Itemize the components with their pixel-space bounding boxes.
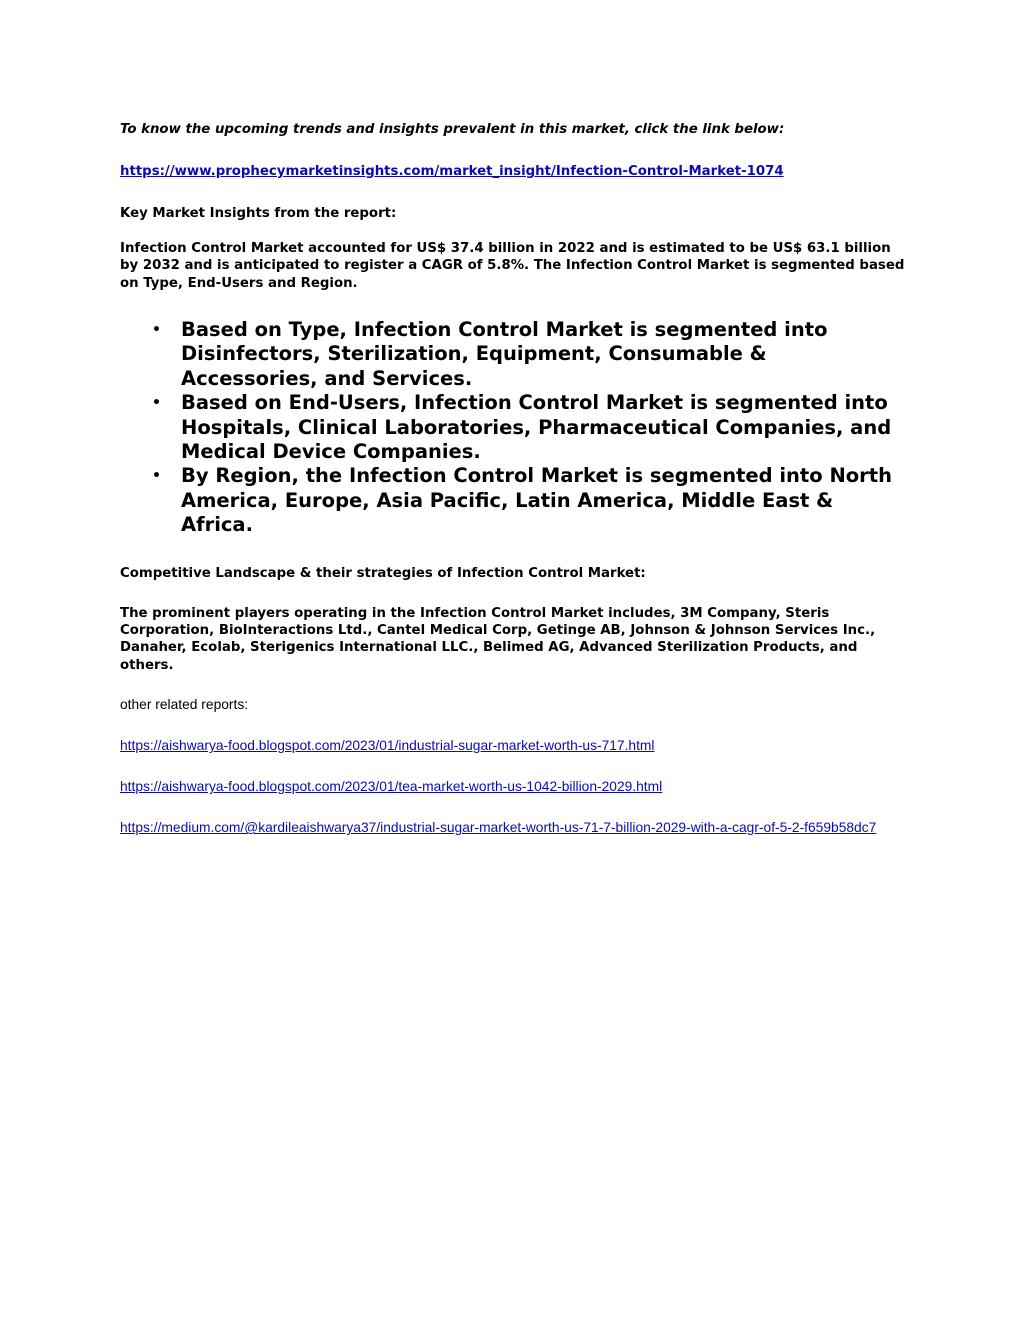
related-report-link[interactable]: https://aishwarya-food.blogspot.com/2023/01/tea-market-worth-us-1042-billion-2029.html [120, 779, 663, 795]
bullet-icon: • [152, 321, 161, 338]
market-summary: Infection Control Market accounted for US$ 37.4 billion in 2022 and is estimated to be US$ 63.1 billion by 2032 and is anticipated to register a CAGR of 5.8%. The Infection Control Market is segmented based on Type, End-Users and Region. [120, 241, 905, 291]
players-paragraph: The prominent players operating in the Infection Control Market includes, 3M Company, Steris Corporation, BioInteractions Ltd., Cantel Medical Corp, Getinge AB, Johnson & Johnson Services Inc., Danaher, Ecolab, Sterigenics International LLC., Belimed AG, Advanced Sterilization Products, and others. [120, 605, 876, 673]
document-body [120, 121, 906, 836]
list-item-text: By Region, the Infection Control Market is segmented into North America, Europe, Asia Pacific, Latin America, Middle East & Africa. [181, 464, 892, 537]
list-item-text: Based on Type, Infection Control Market is segmented into Disinfectors, Sterilization, Equipment, Consumable & Accessories, and Services. [181, 317, 828, 390]
list-item [120, 391, 906, 464]
intro-text: To know the upcoming trends and insights prevalent in this market, click the link below: [120, 122, 785, 137]
market-report-link[interactable]: https://www.prophecymarketinsights.com/market_insight/Infection-Control-Market-1074 [120, 164, 784, 179]
bullet-icon: • [152, 468, 161, 485]
related-report-link[interactable]: https://aishwarya-food.blogspot.com/2023/01/industrial-sugar-market-worth-us-717.html [120, 738, 655, 754]
list-item [120, 318, 906, 391]
bullet-icon: • [152, 395, 161, 412]
competitive-heading: Competitive Landscape & their strategies of Infection Control Market: [120, 565, 646, 581]
related-report-link[interactable]: https://medium.com/@kardileaishwarya37/industrial-sugar-market-worth-us-71-7-billion-2029-with-a-cagr-of-5-2-f659b58dc7 [120, 820, 877, 836]
list-item-text: Based on End-Users, Infection Control Market is segmented into Hospitals, Clinical Laboratories, Pharmaceutical Companies, and Medical Device Companies. [181, 391, 892, 463]
key-insights-heading: Key Market Insights from the report: [120, 206, 397, 221]
segment-list [120, 318, 906, 538]
list-item [120, 464, 906, 537]
other-reports-label: other related reports: [120, 697, 249, 713]
